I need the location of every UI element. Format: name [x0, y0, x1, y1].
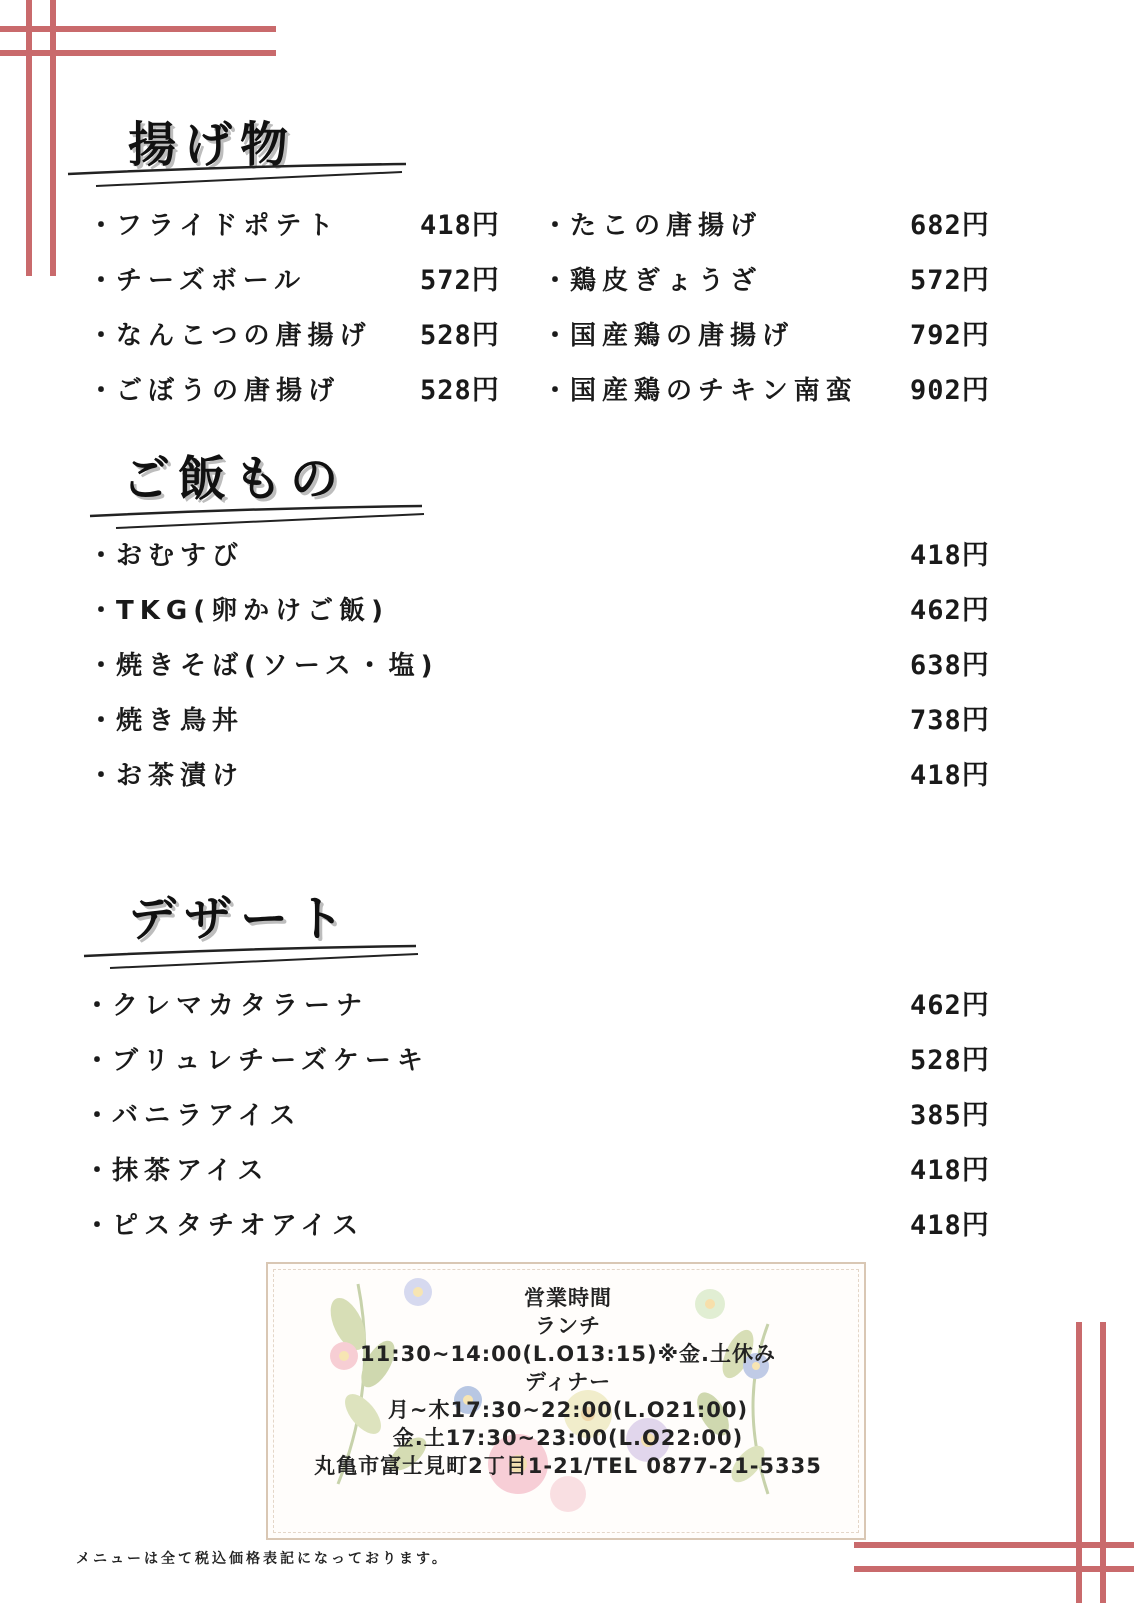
section-title-fried: 揚げ物	[128, 117, 297, 173]
menu-item	[542, 206, 762, 246]
menu-item-name: おむすび	[116, 541, 245, 571]
menu-item-price: 572円	[420, 265, 500, 296]
frame-line	[0, 50, 276, 56]
menu-item	[88, 206, 339, 246]
bullet-mark: ・	[88, 761, 121, 791]
frame-line	[1100, 1322, 1106, 1603]
menu-item-price: 528円	[420, 375, 500, 406]
address-phone: 丸亀市富士見町2丁目1-21/TEL 0877-21-5335	[314, 1454, 822, 1478]
bullet-mark: ・	[88, 596, 121, 626]
menu-item-name: なんこつの唐揚げ	[116, 321, 372, 351]
menu-item-name: 焼き鳥丼	[116, 706, 245, 736]
menu-item-name: ピスタチオアイス	[112, 1211, 365, 1241]
menu-item-name: 国産鶏のチキン南蛮	[570, 376, 858, 406]
menu-item-price: 528円	[420, 320, 500, 351]
menu-item-name: クレマカタラーナ	[112, 991, 369, 1021]
frame-line	[854, 1542, 1134, 1548]
menu-item	[88, 536, 244, 576]
menu-item-price: 528円	[910, 1045, 990, 1076]
menu-item-price: 792円	[910, 320, 990, 351]
menu-item-price: 418円	[910, 540, 990, 571]
bullet-mark: ・	[84, 991, 117, 1021]
menu-item-price: 638円	[910, 650, 990, 681]
menu-item	[84, 986, 368, 1026]
frame-line	[26, 0, 32, 276]
frame-line	[854, 1566, 1134, 1572]
bullet-mark: ・	[542, 266, 575, 296]
menu-item	[84, 1206, 364, 1246]
menu-item-name: 焼きそば(ソース・塩)	[116, 651, 439, 681]
menu-item-price: 385円	[910, 1100, 990, 1131]
menu-item	[88, 371, 340, 411]
menu-item-price: 738円	[910, 705, 990, 736]
menu-item-price: 682円	[910, 210, 990, 241]
bullet-mark: ・	[88, 266, 121, 296]
heading-underline	[82, 940, 442, 974]
menu-item	[84, 1041, 429, 1081]
menu-item-price: 462円	[910, 990, 990, 1021]
dinner-label: ディナー	[524, 1370, 612, 1394]
lunch-label: ランチ	[535, 1314, 601, 1338]
bullet-mark: ・	[84, 1156, 117, 1186]
bullet-mark: ・	[542, 211, 575, 241]
menu-item	[542, 316, 794, 356]
lunch-hours: 11:30~14:00(L.O13:15)※金.土休み	[360, 1342, 776, 1366]
bullet-mark: ・	[88, 541, 121, 571]
section-title-dessert: デザート	[128, 891, 353, 947]
menu-item-price: 462円	[910, 595, 990, 626]
menu-item-price: 418円	[420, 210, 500, 241]
menu-item-name: 抹茶アイス	[112, 1156, 270, 1186]
menu-item	[84, 1151, 269, 1191]
frame-line	[1076, 1322, 1082, 1603]
menu-item	[542, 371, 858, 411]
menu-item-price: 418円	[910, 760, 990, 791]
bullet-mark: ・	[88, 376, 121, 406]
frame-line	[50, 0, 56, 276]
menu-item-price: 572円	[910, 265, 990, 296]
menu-item-name: たこの唐揚げ	[570, 211, 763, 241]
menu-item-name: ブリュレチーズケーキ	[112, 1046, 429, 1076]
bullet-mark: ・	[88, 321, 121, 351]
bullet-mark: ・	[84, 1101, 117, 1131]
bullet-mark: ・	[88, 706, 121, 736]
bullet-mark: ・	[84, 1046, 117, 1076]
section-title-rice: ご飯もの	[122, 451, 347, 507]
menu-item-name: 国産鶏の唐揚げ	[570, 321, 795, 351]
bullet-mark: ・	[84, 1211, 117, 1241]
menu-item	[88, 261, 306, 301]
menu-item-name: チーズボール	[116, 266, 307, 296]
menu-item	[88, 316, 371, 356]
bullet-mark: ・	[88, 651, 121, 681]
menu-item	[88, 646, 438, 686]
menu-item	[84, 1096, 301, 1136]
heading-underline	[88, 500, 448, 534]
menu-item-name: TKG(卵かけご飯)	[116, 596, 389, 626]
business-hours-box	[266, 1262, 866, 1540]
bullet-mark: ・	[542, 321, 575, 351]
menu-item-name: 鶏皮ぎょうざ	[570, 266, 763, 296]
menu-item-price: 418円	[910, 1210, 990, 1241]
dinner-weekend-hours: 金.土17:30~23:00(L.O22:00)	[392, 1426, 744, 1450]
tax-note: メニューは全て税込価格表記になっております。	[76, 1551, 449, 1567]
menu-item	[88, 756, 244, 796]
menu-item	[88, 701, 244, 741]
heading-underline	[66, 160, 426, 194]
menu-item-name: お茶漬け	[116, 761, 245, 791]
menu-item-name: バニラアイス	[112, 1101, 302, 1131]
frame-line	[0, 26, 276, 32]
menu-item	[88, 591, 389, 631]
dinner-weekday-hours: 月~木17:30~22:00(L.O21:00)	[387, 1398, 749, 1422]
menu-item-price: 902円	[910, 375, 990, 406]
bullet-mark: ・	[88, 211, 121, 241]
bullet-mark: ・	[542, 376, 575, 406]
menu-item-name: フライドポテト	[116, 211, 340, 241]
menu-item-name: ごぼうの唐揚げ	[116, 376, 341, 406]
hours-title: 営業時間	[524, 1286, 612, 1310]
menu-item	[542, 261, 762, 301]
menu-item-price: 418円	[910, 1155, 990, 1186]
